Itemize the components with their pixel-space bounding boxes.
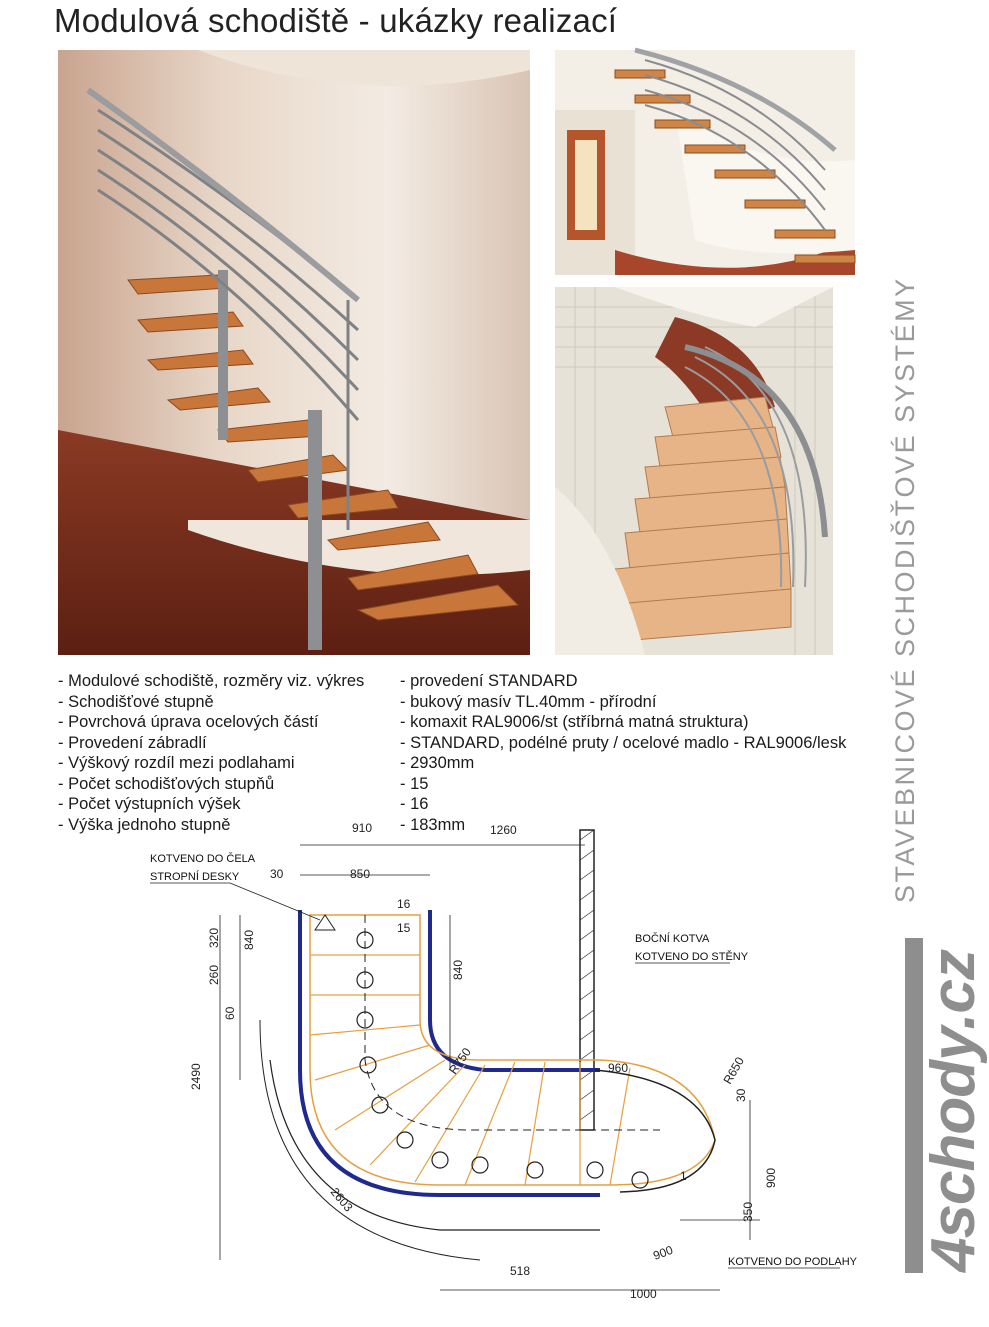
dimension-label: R650 bbox=[720, 1054, 747, 1087]
spec-row bbox=[58, 671, 888, 692]
dimension-label: 30 bbox=[270, 867, 284, 881]
dimension-label: 350 bbox=[741, 1201, 755, 1222]
dimension-label: 840 bbox=[451, 959, 465, 980]
anchor-arrow bbox=[315, 915, 335, 930]
spec-row bbox=[58, 794, 888, 815]
note-side-anchor-2: KOTVENO DO STĚNY bbox=[635, 951, 749, 963]
dimension-label: 1260 bbox=[490, 823, 517, 837]
dimension-label: 16 bbox=[397, 897, 411, 911]
staircase-photo-top-view bbox=[555, 287, 833, 655]
brand-tagline: STAVEBNICOVÉ SCHODIŠŤOVÉ SYSTÉMY bbox=[890, 276, 920, 903]
dimension-label: 60 bbox=[223, 1006, 237, 1020]
stair-technical-drawing bbox=[140, 820, 857, 1310]
dimension-label: R750 bbox=[445, 1045, 474, 1077]
spec-label: - Výška jednoho stupně bbox=[58, 815, 231, 834]
spec-value: - 2930mm bbox=[400, 754, 475, 772]
spec-label: - Schodišťové stupně bbox=[58, 692, 214, 711]
dimension-label: 900 bbox=[651, 1242, 675, 1263]
note-side-anchor-1: BOČNÍ KOTVA bbox=[635, 933, 710, 945]
staircase-photo-upper bbox=[555, 50, 855, 275]
landing-edge bbox=[595, 1070, 715, 1192]
note-anchor-top-2: STROPNÍ DESKY bbox=[150, 871, 240, 883]
center-line bbox=[365, 915, 660, 1130]
note-floor-anchor: KOTVENO DO PODLAHY bbox=[728, 1256, 857, 1268]
specification-list bbox=[58, 671, 888, 835]
logo-prefix: 4 bbox=[919, 1238, 988, 1272]
spec-row bbox=[58, 753, 888, 774]
page-title: Modulová schodiště - ukázky realizací bbox=[54, 2, 618, 39]
dimension-label: 2603 bbox=[327, 1184, 356, 1215]
dimension-label: 2490 bbox=[189, 1063, 203, 1090]
brand-logo bbox=[918, 950, 989, 1272]
dimension-label: 960 bbox=[608, 1061, 629, 1075]
note-anchor-top-1: KOTVENO DO ČELA bbox=[150, 853, 256, 865]
spec-row bbox=[58, 733, 888, 754]
spec-row bbox=[58, 712, 888, 733]
dimension-label: 320 bbox=[207, 927, 221, 948]
spec-value: - STANDARD, podélné pruty / ocelové madlo - RAL9006/lesk bbox=[400, 733, 847, 752]
staircase-photo-main bbox=[58, 50, 530, 655]
outer-stringer bbox=[430, 910, 600, 1070]
spec-value: - 16 bbox=[400, 795, 429, 813]
dimension-label: 840 bbox=[242, 929, 256, 950]
dimension-label: 850 bbox=[350, 867, 371, 881]
spec-value: - 15 bbox=[400, 774, 429, 793]
dimension-label: 910 bbox=[352, 821, 373, 835]
dimension-label: 15 bbox=[397, 921, 411, 935]
spec-row bbox=[58, 774, 888, 795]
spec-label: - Provedení zábradlí bbox=[58, 733, 207, 752]
dimension-label: 518 bbox=[510, 1264, 531, 1278]
spec-label: - Výškový rozdíl mezi podlahami bbox=[58, 754, 295, 772]
dimension-label: 260 bbox=[207, 964, 221, 985]
spec-label: - Modulové schodiště, rozměry viz. výkres bbox=[58, 672, 365, 690]
spec-label: - Počet výstupních výšek bbox=[58, 795, 241, 813]
spec-row bbox=[58, 692, 888, 713]
spec-label: - Počet schodišťových stupňů bbox=[58, 774, 275, 793]
spec-value: - provedení STANDARD bbox=[400, 672, 578, 690]
dimension-label: 30 bbox=[734, 1088, 748, 1102]
dimension-label: 1000 bbox=[630, 1287, 657, 1301]
spec-label: - Povrchová úprava ocelových částí bbox=[58, 713, 319, 731]
spec-value: - komaxit RAL9006/st (stříbrná matná struktura) bbox=[400, 713, 749, 731]
spec-value: - 183mm bbox=[400, 815, 466, 834]
logo-text: schody.cz bbox=[919, 950, 988, 1239]
dimension-label: 900 bbox=[764, 1167, 778, 1188]
spec-value: - bukový masív TL.40mm - přírodní bbox=[400, 692, 657, 711]
dimension-label: 1 bbox=[680, 1169, 687, 1183]
